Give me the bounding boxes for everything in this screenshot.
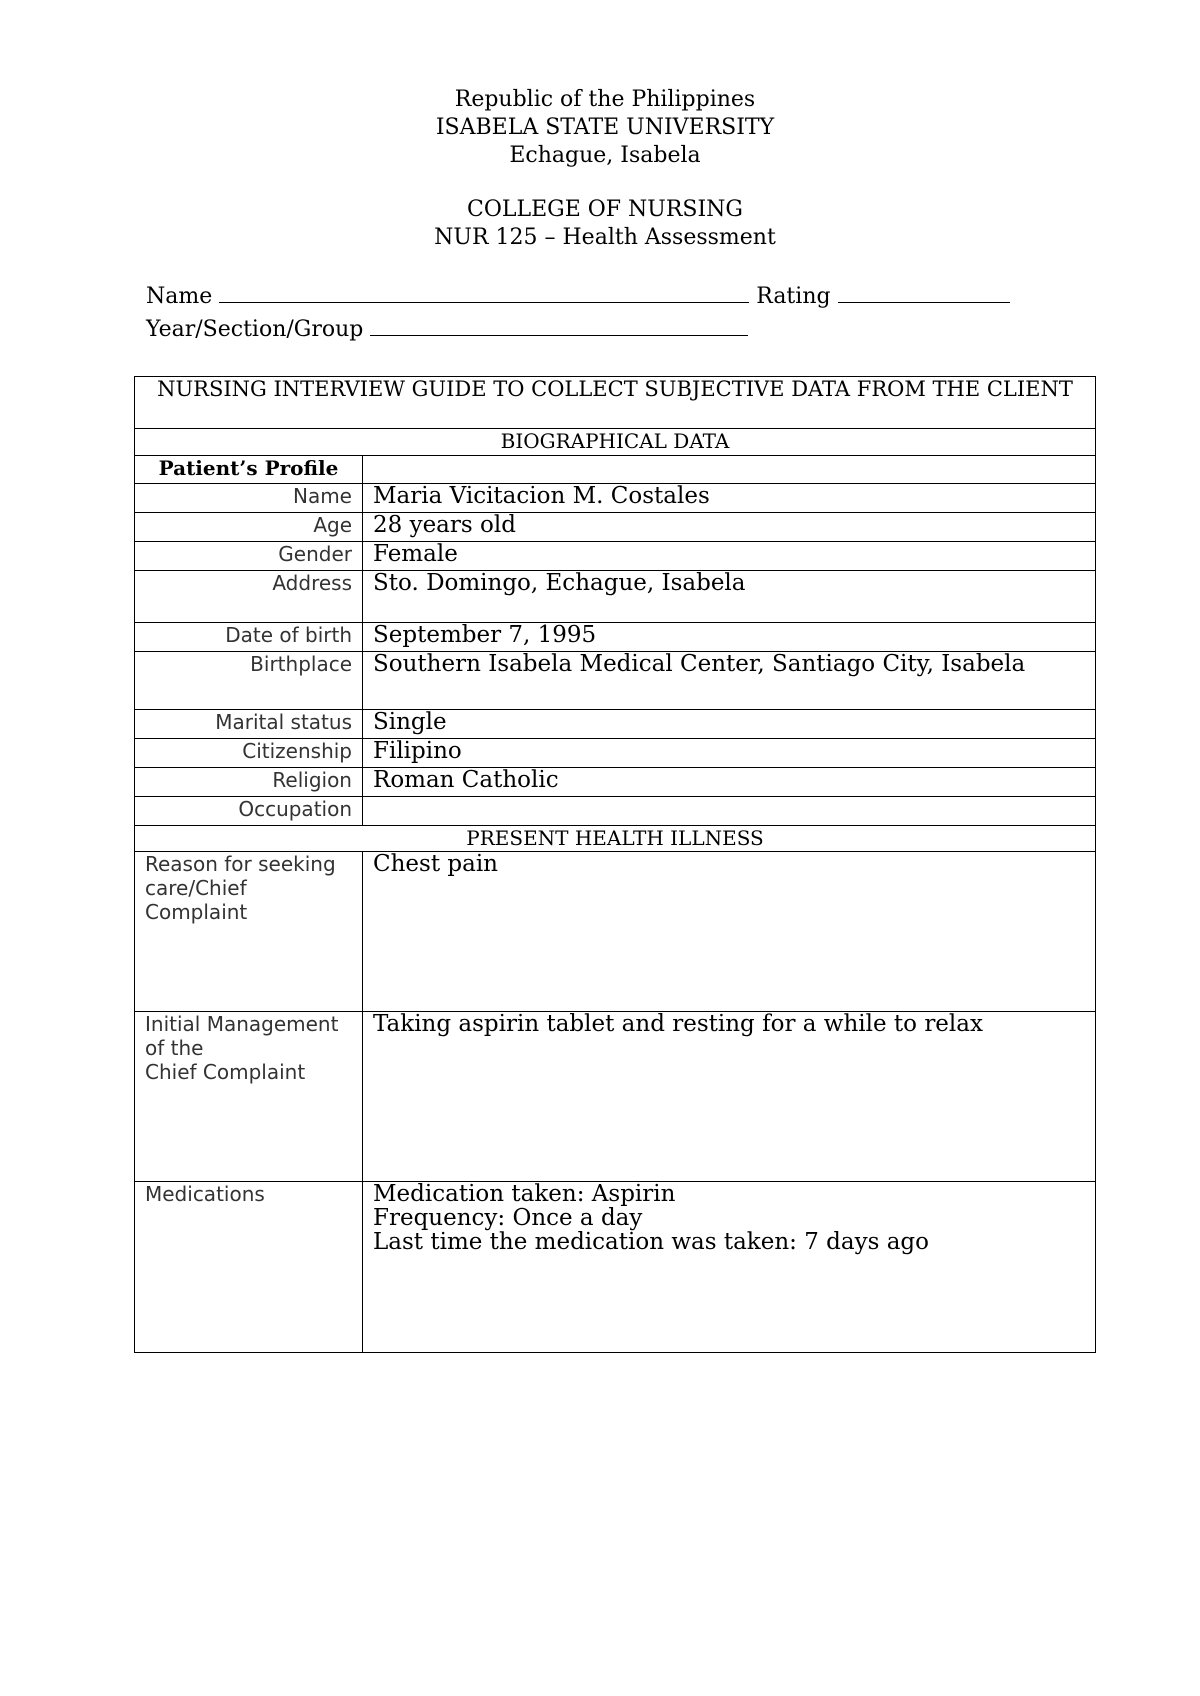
reason-row-value: Chest pain — [363, 852, 1096, 1012]
medications-label: Medications — [135, 1182, 363, 1353]
university-name: ISABELA STATE UNIVERSITY — [435, 115, 775, 140]
course-title: NUR 125 – Health Assessment — [434, 225, 776, 250]
year-section-group-label: Year/Section/Group — [146, 317, 364, 342]
name-label: Name — [146, 284, 213, 309]
age-row-label: Age — [135, 513, 363, 542]
religion-row-value: Roman Catholic — [363, 768, 1096, 797]
college-name: COLLEGE OF NURSING — [466, 197, 743, 222]
name-row-label: Name — [135, 484, 363, 513]
year-section-group-blank[interactable] — [370, 315, 748, 336]
medications-value — [363, 1182, 1096, 1353]
student-fields — [146, 280, 1010, 346]
gender-row-value: Female — [363, 542, 1096, 571]
rating-blank[interactable] — [838, 282, 1010, 303]
reason-row-label: Reason for seeking care/Chief Complaint — [135, 852, 363, 1012]
initial-management-value: Taking aspirin tablet and resting for a while to relax — [363, 1012, 1096, 1182]
marital-row-value: Single — [363, 710, 1096, 739]
dob-row-value: September 7, 1995 — [363, 623, 1096, 652]
section-biographical-data: BIOGRAPHICAL DATA — [135, 429, 1096, 456]
initial-management-label-line2: Chief Complaint — [145, 1060, 306, 1084]
section-present-health-illness: PRESENT HEALTH ILLNESS — [135, 826, 1096, 852]
gender-row-label: Gender — [135, 542, 363, 571]
republic-line: Republic of the Philippines — [454, 87, 756, 112]
initial-management-label — [135, 1012, 363, 1182]
medication-frequency: Frequency: Once a day — [373, 1205, 643, 1231]
citizenship-row-label: Citizenship — [135, 739, 363, 768]
dob-row-label: Date of birth — [135, 623, 363, 652]
address-row-value: Sto. Domingo, Echague, Isabela — [363, 571, 1096, 623]
document-header — [0, 86, 1200, 252]
name-row-value: Maria Vicitacion M. Costales — [363, 484, 1096, 513]
citizenship-row-value: Filipino — [363, 739, 1096, 768]
marital-row-label: Marital status — [135, 710, 363, 739]
religion-row-label: Religion — [135, 768, 363, 797]
university-location: Echague, Isabela — [509, 143, 701, 168]
address-row-label: Address — [135, 571, 363, 623]
birthplace-row-value: Southern Isabela Medical Center, Santiago City, Isabela — [363, 652, 1096, 710]
occupation-row-label: Occupation — [135, 797, 363, 826]
rating-label: Rating — [756, 284, 831, 309]
initial-management-label-line1: Initial Management of the — [145, 1012, 339, 1060]
name-blank[interactable] — [219, 282, 749, 303]
medication-taken: Medication taken: Aspirin — [373, 1181, 676, 1207]
patient-profile-label: Patient’s Profile — [135, 456, 363, 484]
birthplace-row-label: Birthplace — [135, 652, 363, 710]
age-row-value: 28 years old — [363, 513, 1096, 542]
table-title: NURSING INTERVIEW GUIDE TO COLLECT SUBJECTIVE DATA FROM THE CLIENT — [135, 377, 1096, 429]
occupation-row-value — [363, 797, 1096, 826]
medication-last-taken: Last time the medication was taken: 7 days ago — [373, 1229, 929, 1255]
patient-profile-value — [363, 456, 1096, 484]
interview-guide-table — [134, 376, 1096, 1353]
